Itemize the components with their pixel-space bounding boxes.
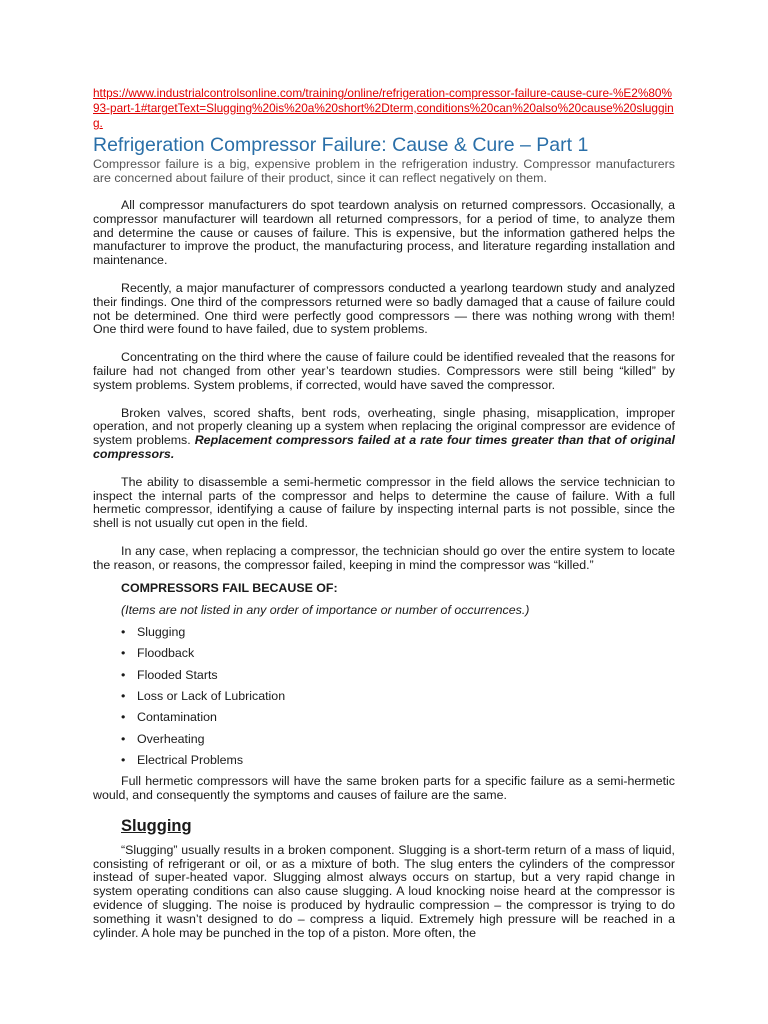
list-item	[121, 729, 675, 750]
cause-label: Slugging	[137, 625, 186, 640]
paragraph-system-problems	[93, 407, 675, 462]
list-item	[121, 665, 675, 686]
bullet-icon: •	[121, 710, 126, 725]
bullet-icon: •	[121, 667, 126, 682]
paragraph-slugging: “Slugging” usually results in a broken component. Slugging is a short-term return of a mass of liquid, consisting of refrigerant or oil, or as a mixture of both. The slug enters the cylinders of the compressor instead of super-heated vapor. Slugging almost always occurs on startup, but a very rapid change in system operating conditions can also cause slugging. A loud knocking noise heard at the compressor is evidence of slugging. The noise is produced by hydraulic compression – the compressor is trying to do something it wasn’t designed to do – compress a liquid. Extremely high pressure will be reached in a cylinder. A hole may be punched in the top of a piston. More often, the	[93, 842, 675, 940]
document-title: Refrigeration Compressor Failure: Cause & Cure – Part 1	[93, 134, 589, 156]
cause-label: Flooded Starts	[137, 667, 218, 682]
bullet-icon: •	[121, 731, 126, 746]
cause-label: Floodback	[137, 646, 195, 661]
cause-label: Loss or Lack of Lubrication	[137, 689, 286, 704]
paragraph-teardown-analysis: All compressor manufacturers do spot teardown analysis on returned compressors. Occasionally, a compressor manufacturer will teardown all returned compressors, for a period of time, to analyze them and determine the cause or causes of failure. This is expensive, but the information gathered helps the manufacturer to improve the product, the manufacturing process, and literature regarding installation and maintenance.	[93, 198, 675, 268]
paragraph-failure-reasons: Concentrating on the third where the cause of failure could be identified revealed that the reasons for failure had not changed from other year’s teardown studies. Compressors were still being “killed” by system problems. System problems, if corrected, would have saved the compressor.	[93, 350, 675, 392]
document-page	[93, 86, 675, 940]
list-item	[121, 686, 675, 707]
paragraph-full-hermetic: Full hermetic compressors will have the same broken parts for a specific failure as a semi-hermetic would, and consequently the symptoms and causes of failure are the same.	[93, 774, 675, 802]
cause-label: Overheating	[137, 731, 205, 746]
paragraph-replacing-compressor: In any case, when replacing a compressor, the technician should go over the entire system to locate the reason, or reasons, the compressor failed, keeping in mind the compressor was “killed.”	[93, 543, 675, 572]
source-url-link[interactable]: https://www.industrialcontrolsonline.com/training/online/refrigeration-compressor-failure-cause-cure-%E2%80%93-part-1#targetText=Slugging%20is%20a%20short%2Dterm,conditions%20can%20also%20cause%20slugging.	[93, 86, 674, 130]
intro-paragraph: Compressor failure is a big, expensive problem in the refrigeration industry. Compressor manufacturers are concerned about failure of their product, since it can reflect negatively on them.	[93, 157, 675, 185]
bullet-icon: •	[121, 752, 126, 767]
list-item	[121, 643, 675, 664]
paragraph-semi-hermetic: The ability to disassemble a semi-hermetic compressor in the field allows the service technician to inspect the internal parts of the compressor and helps to determine the cause of failure. With a full hermetic compressor, identifying a cause of failure by inspecting internal parts is not possible, since the shell is not usually cut open in the field.	[93, 474, 675, 531]
list-item	[121, 622, 675, 643]
replacement-failure-emphasis: Replacement compressors failed at a rate four times greater than that of original compressors.	[93, 433, 675, 461]
bullet-icon: •	[121, 646, 126, 661]
cause-label: Contamination	[137, 710, 217, 725]
bullet-icon: •	[121, 625, 126, 640]
paragraph-yearlong-study: Recently, a major manufacturer of compressors conducted a yearlong teardown study and analyzed their findings. One third of the compressors returned were so badly damaged that a cause of failure could not be determined. One third were perfectly good compressors — there was nothing wrong with them! One third were found to have failed, due to system problems.	[93, 280, 675, 337]
cause-label: Electrical Problems	[137, 752, 244, 767]
fail-causes-list	[93, 622, 675, 771]
system-problems-text: Broken valves, scored shafts, bent rods, overheating, single phasing, misapplication, improper operation, and not properly cleaning up a system when replacing the original compressor are evidence of system problems.	[93, 405, 675, 448]
bullet-icon: •	[121, 689, 126, 704]
slugging-heading: Slugging	[121, 816, 192, 835]
list-item	[121, 707, 675, 728]
fail-causes-heading: COMPRESSORS FAIL BECAUSE OF:	[121, 580, 338, 595]
list-item	[121, 750, 675, 771]
fail-causes-note: (Items are not listed in any order of importance or number of occurrences.)	[121, 603, 530, 618]
